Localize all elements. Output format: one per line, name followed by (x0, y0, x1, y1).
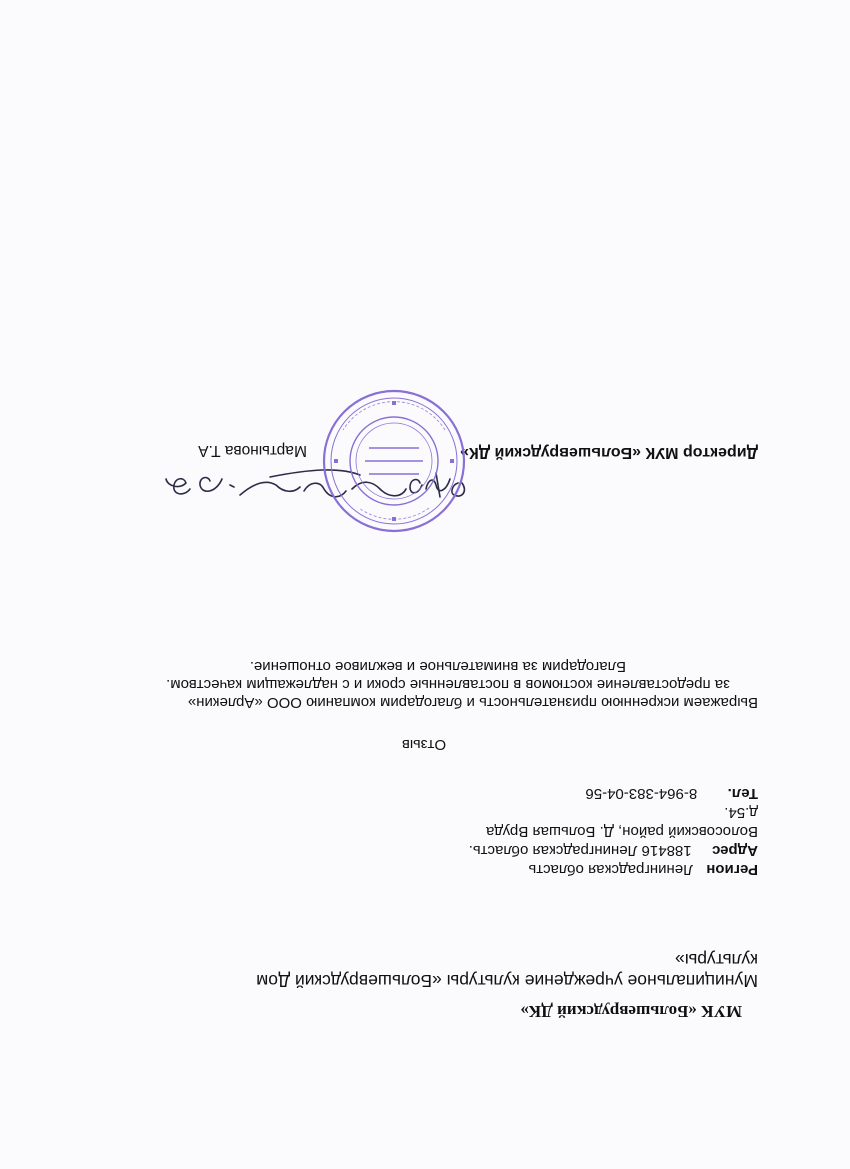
contact-details (398, 784, 758, 879)
address-line3: д.54. (724, 804, 758, 821)
director-position: Директор МУК «Большеврудский ДК» (460, 444, 758, 461)
director-name: Мартынова Т.А (198, 442, 307, 459)
region-row (398, 860, 758, 879)
org-full-name-line1: Муниципальное учреждение культуры «Большеврудский Дом (256, 971, 758, 991)
region-label: Регион (706, 861, 758, 878)
org-abbreviation: МУК «Большеврудский ДК» (520, 1002, 742, 1021)
phone-label: Тел. (727, 785, 758, 802)
document-title (0, 736, 850, 753)
address-label: Адрес (711, 842, 758, 859)
phone-value: 8-964-383-04-56 (585, 785, 698, 802)
address-line1: 188416 Ленинградская область. (468, 842, 692, 859)
address-row (398, 841, 758, 860)
body-line3: Благодарим за внимательное и вежливое отношение. (249, 658, 626, 675)
body-line2: за предоставление костюмов в поставленные сроки и с надлежащим качеством. (166, 676, 730, 693)
org-full-name (128, 949, 758, 991)
document-body (78, 657, 758, 711)
organization-header (128, 949, 758, 1021)
body-line1: Выражаем искреннюю признательность и благодарим компанию ООО «Арлекин» (187, 694, 758, 711)
phone-row (398, 784, 758, 803)
org-full-name-line2: культуры» (675, 950, 758, 970)
organization-seal (321, 388, 467, 534)
region-value: Ленинградская область (528, 861, 693, 878)
document-title-text: Отзыв (401, 736, 447, 753)
address-line2: Волосовский район, Д. Большая Вруда (486, 823, 758, 840)
